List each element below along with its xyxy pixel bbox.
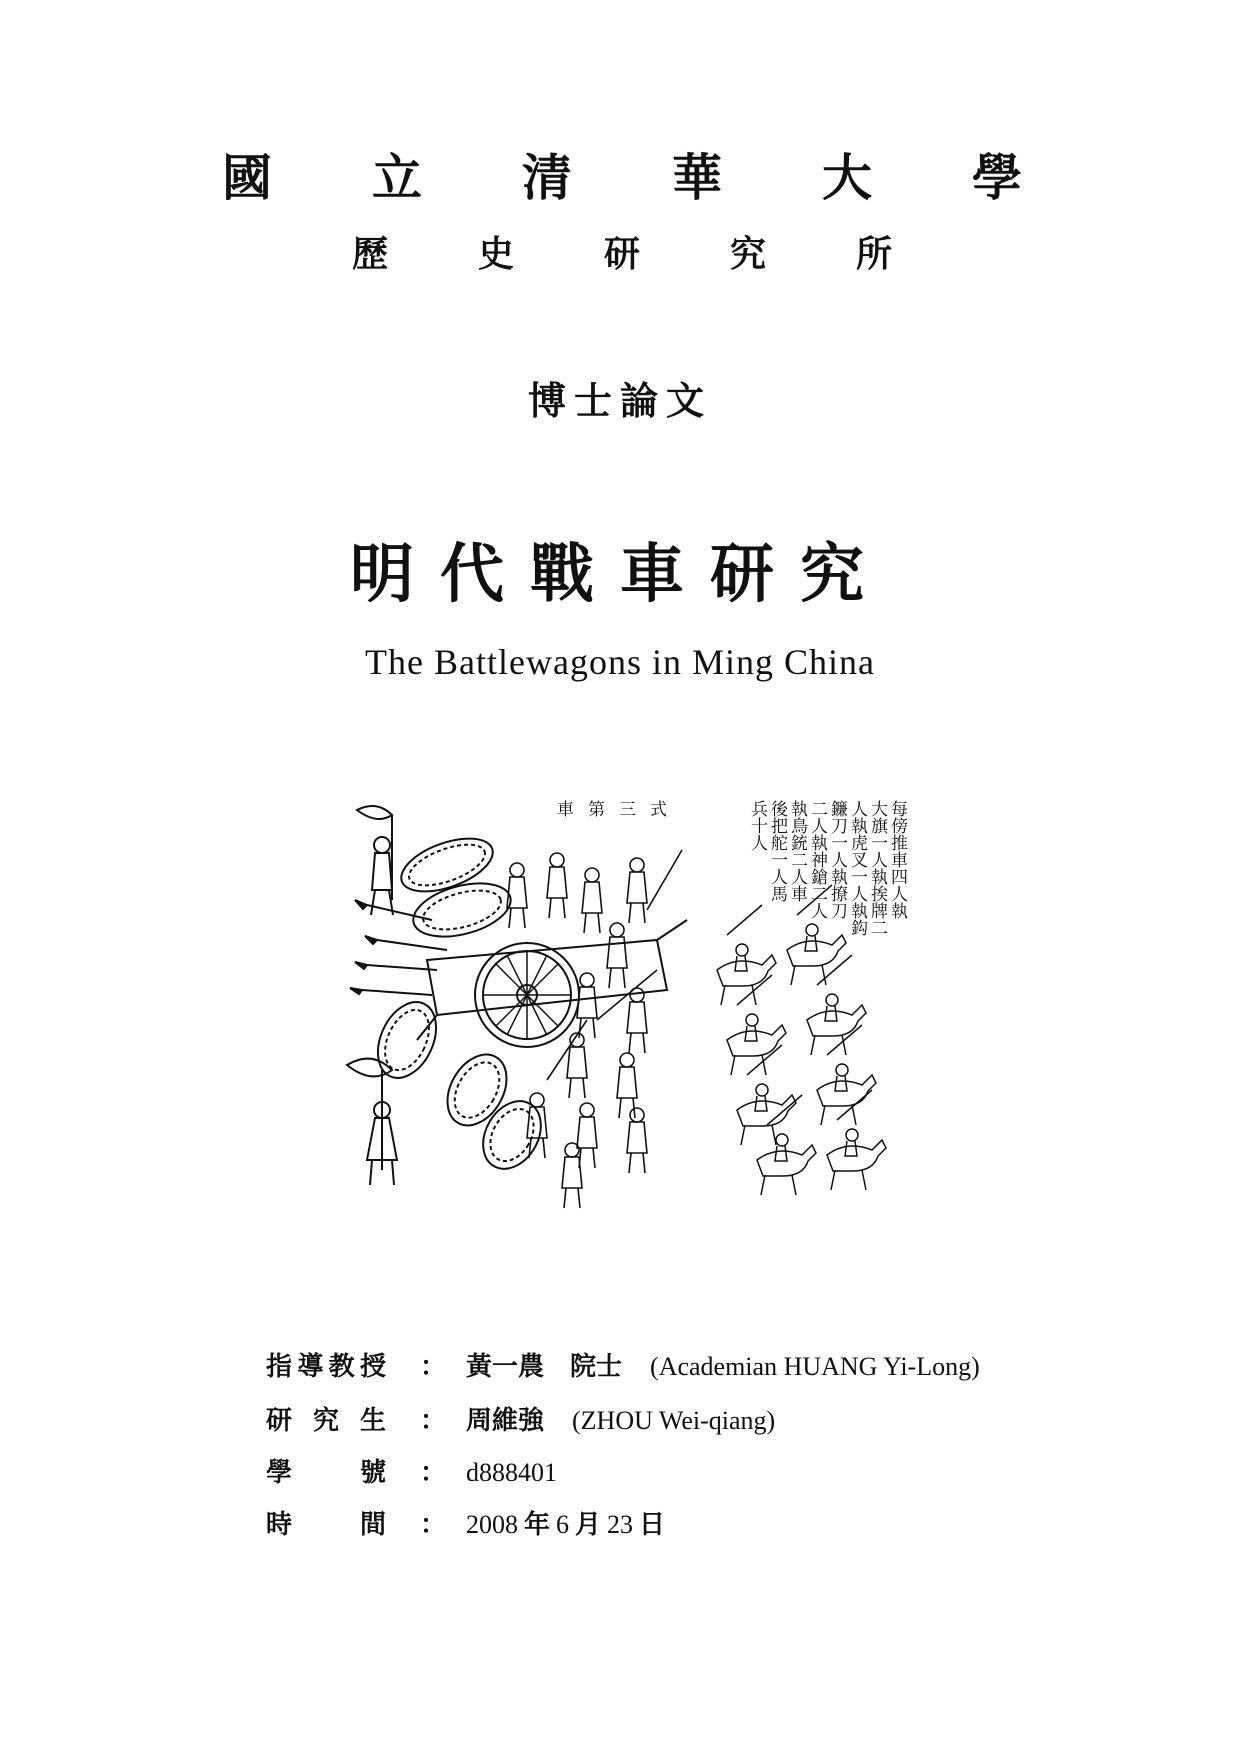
label-char: 授 (359, 1352, 386, 1382)
student-label (266, 1404, 386, 1438)
university-char: 國 (222, 148, 272, 207)
caption-column: 大旗一人執挨牌二 (867, 800, 887, 936)
colon: ： (419, 1510, 446, 1540)
student-id-row (266, 1456, 557, 1490)
advisor-name-english: (Academian HUANG Yi-Long) (650, 1352, 980, 1381)
institute-char: 所 (855, 233, 892, 275)
caption-column: 後把舵一人馬 (767, 800, 787, 902)
advisor-label (266, 1350, 386, 1384)
colon: ： (419, 1406, 446, 1436)
student-id-value: d888401 (466, 1458, 557, 1487)
colon: ： (419, 1458, 446, 1488)
degree-label: 博士論文 (527, 378, 712, 423)
university-char: 大 (822, 148, 872, 207)
advisor-row (266, 1350, 980, 1384)
label-char: 號 (359, 1458, 386, 1488)
label-char: 時 (266, 1510, 293, 1540)
date-month-unit: 月 (575, 1510, 602, 1540)
label-char: 生 (359, 1406, 386, 1436)
label-char: 研 (266, 1406, 293, 1436)
caption-column: 人執虎叉一人執鈎 (847, 800, 867, 936)
university-char: 學 (972, 148, 1022, 207)
label-char: 導 (297, 1352, 324, 1382)
date-row (266, 1508, 665, 1542)
advisor-name: 黃一農 (466, 1352, 545, 1382)
university-char: 立 (372, 148, 422, 207)
university-name (222, 148, 1022, 208)
student-name-english: (ZHOU Wei-qiang) (572, 1406, 776, 1435)
date-label (266, 1508, 386, 1542)
label-char: 指 (266, 1352, 293, 1382)
date-month: 6 (556, 1510, 570, 1539)
institute-char: 研 (603, 233, 640, 275)
university-char: 華 (672, 148, 722, 207)
institute-char: 史 (477, 233, 514, 275)
student-name: 周維強 (466, 1406, 545, 1436)
thesis-title-chinese: 明代戰車研究 (350, 537, 890, 612)
caption-column: 兵十人 (747, 800, 767, 851)
caption-column: 執鳥銃二人車 (787, 800, 807, 902)
institute-name (352, 232, 892, 276)
advisor-title: 院士 (570, 1352, 623, 1382)
student-row (266, 1404, 775, 1438)
thesis-title-english: The Battlewagons in Ming China (365, 642, 875, 682)
colon: ： (419, 1352, 446, 1382)
caption-column: 鐮刀一人執撩刀 (827, 800, 847, 919)
date-year-unit: 年 (524, 1510, 551, 1540)
caption-column: 每傍推車四人執 (887, 800, 907, 919)
date-day: 23 (607, 1510, 634, 1539)
university-char: 清 (522, 148, 572, 207)
illustration-caption-title: 車第三式 (557, 800, 681, 820)
label-char: 間 (359, 1510, 386, 1540)
institute-char: 歷 (352, 233, 389, 275)
label-char: 學 (266, 1458, 293, 1488)
caption-column: 二人執神鎗二人 (807, 800, 827, 919)
date-day-unit: 日 (639, 1510, 666, 1540)
label-char: 教 (328, 1352, 355, 1382)
date-year: 2008 (466, 1510, 518, 1539)
institute-char: 究 (729, 233, 766, 275)
label-char: 究 (312, 1406, 339, 1436)
student-id-label (266, 1456, 386, 1490)
battlewagon-woodblock-illustration (337, 790, 917, 1215)
